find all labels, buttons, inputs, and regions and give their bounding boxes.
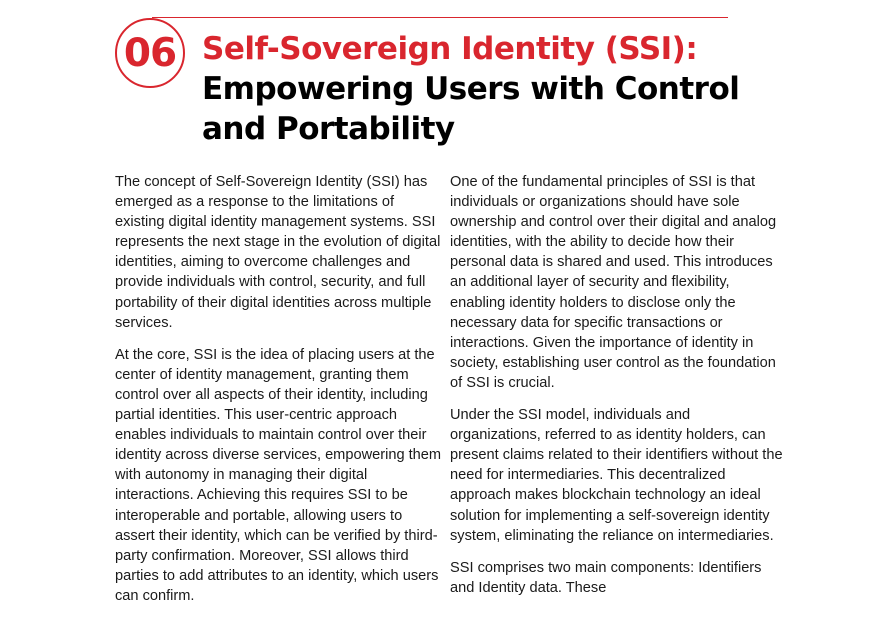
page-title: [202, 29, 802, 149]
right-column: [450, 172, 785, 610]
paragraph: One of the fundamental principles of SSI is that individuals or organizations should have sole ownership and control over their digital and analog identities, with the ability to decide how their personal data is shared and used. This introduces an additional layer of security and flexibility, enabling identity holders to disclose only the necessary data for specific transactions or interactions. Given the importance of identity in society, establishing user control as the foundation of SSI is crucial.: [450, 174, 777, 391]
paragraph: The concept of Self-Sovereign Identity (SSI) has emerged as a response to the limitations of existing digital identity management systems. SSI represents the next stage in the evolution of digital identities, aiming to overcome challenges and provide individuals with control, security, and full portability of their digital identities across multiple services.: [115, 174, 441, 331]
paragraph: SSI comprises two main components: Identifiers and Identity data. These: [450, 559, 762, 596]
section-number: 06: [123, 30, 177, 76]
paragraph: Under the SSI model, individuals and organizations, referred to as identity holders, can present claims related to their identifiers without the need for intermediaries. This decentralized approach makes blockchain technology an ideal solution for implementing a self-sovereign identity system, eliminating the reliance on intermediaries.: [450, 407, 783, 544]
title-subtitle: Empowering Users with Control and Portability: [202, 71, 740, 147]
paragraph: At the core, SSI is the idea of placing users at the center of identity management, granting them control over all aspects of their identity, including partial identities. This user-centric approach enables individuals to maintain control over their identity across diverse services, empowering them with autonomy in managing their digital interactions. Achieving this requires SSI to be interoperable and portable, allowing users to assert their identity, which can be verified by third-party confirmation. Moreover, SSI allows third parties to add attributes to an identity, which users can confirm.: [115, 346, 442, 604]
left-column: [115, 172, 445, 618]
section-number-badge: [115, 18, 185, 88]
title-accent: Self-Sovereign Identity (SSI):: [202, 31, 698, 67]
top-divider: [152, 17, 728, 18]
